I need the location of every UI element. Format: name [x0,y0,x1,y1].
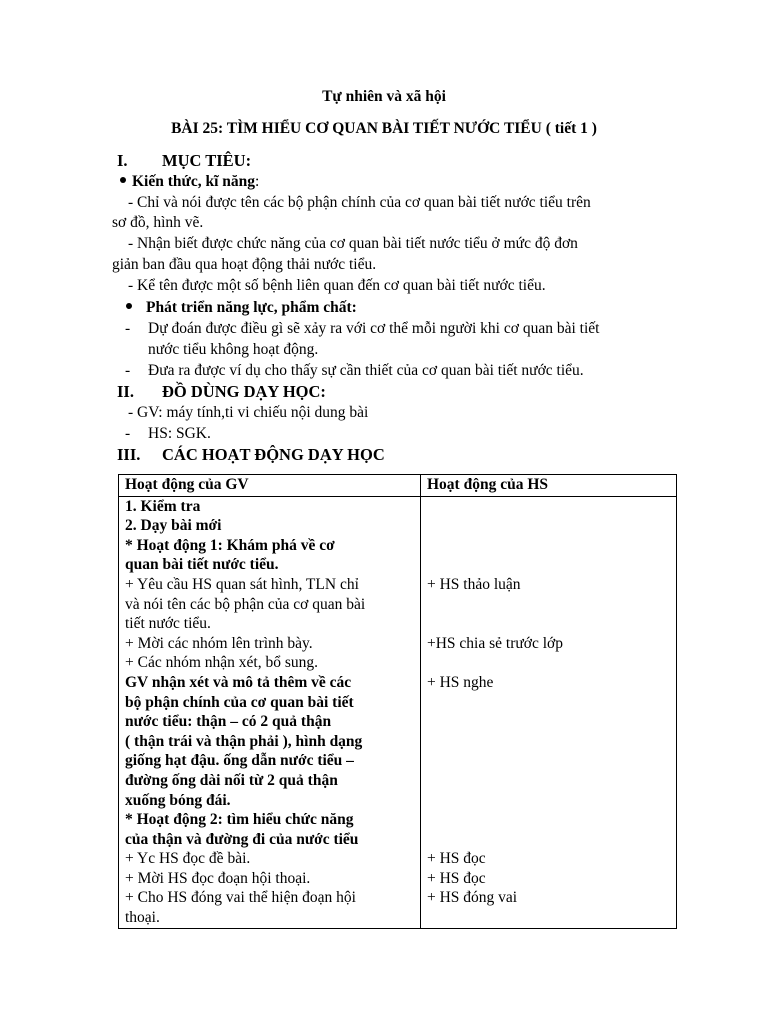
gv-line: tiết nước tiểu. [125,615,211,633]
gv-activities-cell [119,496,421,928]
lesson-title: BÀI 25: TÌM HIỂU CƠ QUAN BÀI TIẾT NƯỚC TIỂU ( tiết 1 ) [171,120,597,137]
gv-line: + Yêu cầu HS quan sát hình, TLN chỉ [125,575,359,593]
header-hs: Hoạt động của HS [421,475,677,497]
hs-line: +HS chia sẻ trước lớp [427,634,563,652]
gv-line: + Các nhóm nhận xét, bổ sung. [125,654,318,672]
materials-hs: HS: SGK. [148,425,211,442]
section-3-number: III. [117,445,141,464]
gv-line: xuống bóng đái. [125,791,231,809]
hs-line: + HS đọc [427,850,486,868]
knowledge-line-4: giản ban đầu qua hoạt động thải nước tiểu. [112,256,377,273]
gv-line: quan bài tiết nước tiểu. [125,556,279,574]
gv-line: ( thận trái và thận phải ), hình dạng [125,732,363,750]
section-2-number: II. [117,382,134,401]
ability-heading: Phát triển năng lực, phẩm chất: [146,299,357,316]
knowledge-line-1: - Chỉ và nói được tên các bộ phận chính của cơ quan bài tiết nước tiểu trên [128,194,591,211]
gv-line: của thận và đường đi của nước tiểu [125,830,359,848]
knowledge-line-3: - Nhận biết được chức năng của cơ quan bài tiết nước tiểu ở mức độ đơn [128,235,578,252]
gv-line: và nói tên các bộ phận của cơ quan bài [125,595,366,613]
knowledge-heading: Kiến thức, kĩ năng [132,173,255,190]
gv-line: 2. Dạy bài mới [125,517,222,535]
materials-gv: - GV: máy tính,ti vi chiếu nội dung bài [128,404,369,421]
ability-item-2-dash: - [125,362,131,379]
gv-line: + Mời các nhóm lên trình bày. [125,634,313,652]
gv-line: đường ống dài nối từ 2 quả thận [125,771,338,789]
gv-line: giống hạt đậu. ống dẫn nước tiểu – [125,752,354,770]
hs-line: + HS nghe [427,673,494,691]
gv-line: + Mời HS đọc đoạn hội thoại. [125,869,311,887]
bullet-dot-icon [126,303,132,309]
section-1-title: MỤC TIÊU: [162,151,252,170]
knowledge-line-2: sơ đồ, hình vẽ. [112,214,204,231]
gv-line: * Hoạt động 2: tìm hiểu chức năng [125,811,354,829]
gv-line: GV nhận xét và mô tả thêm về các [125,673,352,691]
table-header-row [119,475,677,497]
gv-line: * Hoạt động 1: Khám phá về cơ [125,536,335,554]
materials-hs-dash: - [125,425,131,442]
ability-heading-row [126,298,357,318]
ability-item-2-line-1: Đưa ra được ví dụ cho thấy sự cần thiết của cơ quan bài tiết nước tiểu. [148,362,584,379]
knowledge-heading-row: Kiến thức, kĩ năng: [120,172,259,192]
hs-activities-cell [421,496,677,928]
activities-table [118,474,677,929]
header-gv: Hoạt động của GV [119,475,421,497]
bullet-dot-icon [120,177,126,183]
knowledge-line-5: - Kể tên được một số bệnh liên quan đến cơ quan bài tiết nước tiểu. [128,277,546,294]
ability-item-1-line-2: nước tiểu không hoạt động. [148,341,319,358]
gv-line: bộ phận chính của cơ quan bài tiết [125,693,354,711]
ability-item-1-dash: - [125,320,131,337]
subject-title: Tự nhiên và xã hội [322,88,446,105]
hs-line: + HS đọc [427,869,486,887]
hs-line: + HS đóng vai [427,889,518,907]
hs-line: + HS thảo luận [427,575,521,593]
gv-line: 1. Kiểm tra [125,497,201,515]
section-3-title: CÁC HOẠT ĐỘNG DẠY HỌC [162,445,385,464]
gv-line: + Cho HS đóng vai thể hiện đoạn hội [125,889,356,907]
section-1-number: I. [117,151,128,170]
ability-item-1-line-1: Dự đoán được điều gì sẽ xảy ra với cơ thể mỗi người khi cơ quan bài tiết [148,320,600,337]
gv-line: + Yc HS đọc đề bài. [125,850,251,868]
section-2-title: ĐỒ DÙNG DẠY HỌC: [162,382,326,401]
table-row [119,496,677,928]
gv-line: nước tiểu: thận – có 2 quả thận [125,713,332,731]
gv-line: thoại. [125,909,160,927]
